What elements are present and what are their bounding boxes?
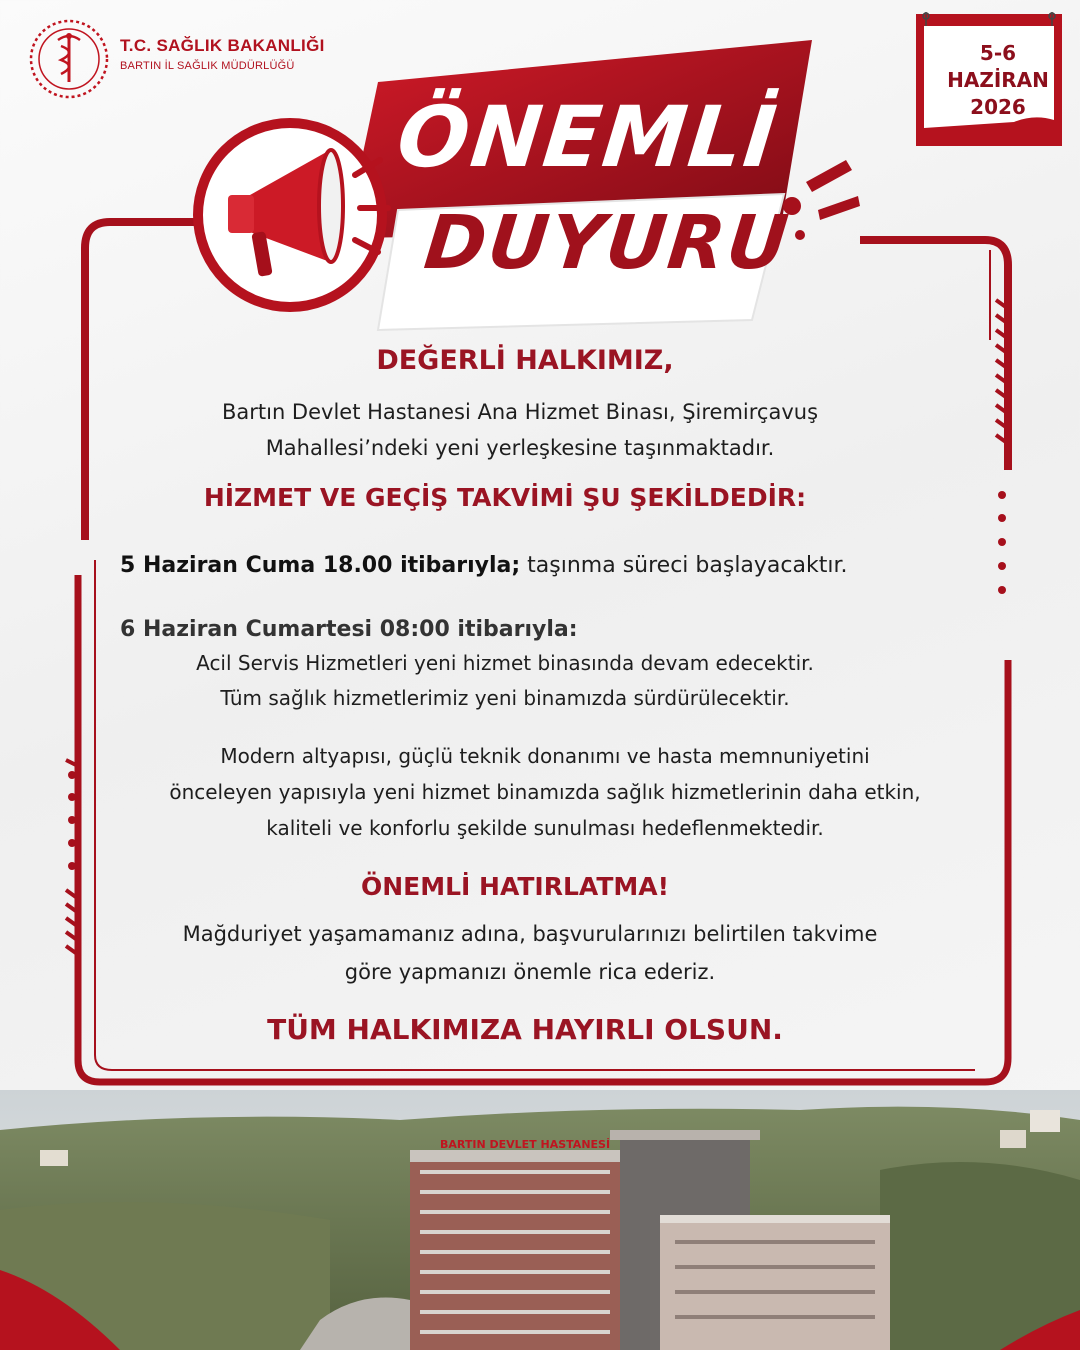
schedule-heading: HİZMET VE GEÇİŞ TAKVİMİ ŞU ŞEKİLDEDİR: xyxy=(203,483,807,512)
ministry-title: T.C. SAĞLIK BAKANLIĞI xyxy=(120,36,325,55)
intro-line: Bartın Devlet Hastanesi Ana Hizmet Binası, Şiremirçavuş xyxy=(221,400,819,424)
description-paragraph xyxy=(80,738,1010,846)
description-line: kaliteli ve konforlu şekilde sunulması hedeflenmektedir. xyxy=(266,816,824,840)
reminder-heading: ÖNEMLİ HATIRLATMA! xyxy=(360,872,670,901)
intro-line: Mahallesi’ndeki yeni yerleşkesine taşınmaktadır. xyxy=(265,436,775,460)
reminder-line: göre yapmanızı önemle rica ederiz. xyxy=(344,960,716,984)
headline-line2: DUYURU xyxy=(420,200,794,286)
schedule-item-2-date: 6 Haziran Cumartesi 08:00 itibarıyla: xyxy=(120,617,578,642)
schedule-item-1-text: taşınma süreci başlayacaktır. xyxy=(520,553,848,578)
schedule-item-1-date: 5 Haziran Cuma 18.00 itibarıyla; xyxy=(120,553,521,578)
greeting-heading: DEĞERLİ HALKIMIZ, xyxy=(376,345,674,376)
calendar-year: 2026 xyxy=(970,95,1026,119)
building-sign: BARTIN DEVLET HASTANESİ xyxy=(440,1138,611,1151)
schedule-item-2-line: Tüm sağlık hizmetlerimiz yeni binamızda sürdürülecektir. xyxy=(220,686,790,710)
description-line: Modern altyapısı, güçlü teknik donanımı ve hasta memnuniyetini xyxy=(220,744,870,768)
intro-paragraph xyxy=(110,394,930,466)
description-line: önceleyen yapısıyla yeni hizmet binamızda sağlık hizmetlerinin daha etkin, xyxy=(169,780,921,804)
hospital-building-photo xyxy=(0,1090,1080,1350)
schedule-item-2-line: Acil Servis Hizmetleri yeni hizmet binasında devam edecektir. xyxy=(196,651,814,675)
reminder-paragraph xyxy=(70,915,990,991)
calendar-days: 5-6 xyxy=(979,41,1017,65)
schedule-item-1 xyxy=(120,553,848,578)
headline-line1: ÖNEMLİ xyxy=(392,88,783,186)
calendar-month: HAZİRAN xyxy=(947,68,1049,92)
reminder-line: Mağduriyet yaşamamanız adına, başvurularınızı belirtilen takvime xyxy=(182,922,878,946)
ministry-subtitle: BARTIN İL SAĞLIK MÜDÜRLÜĞÜ xyxy=(120,60,295,72)
closing-message: TÜM HALKIMIZA HAYIRLI OLSUN. xyxy=(267,1013,783,1046)
